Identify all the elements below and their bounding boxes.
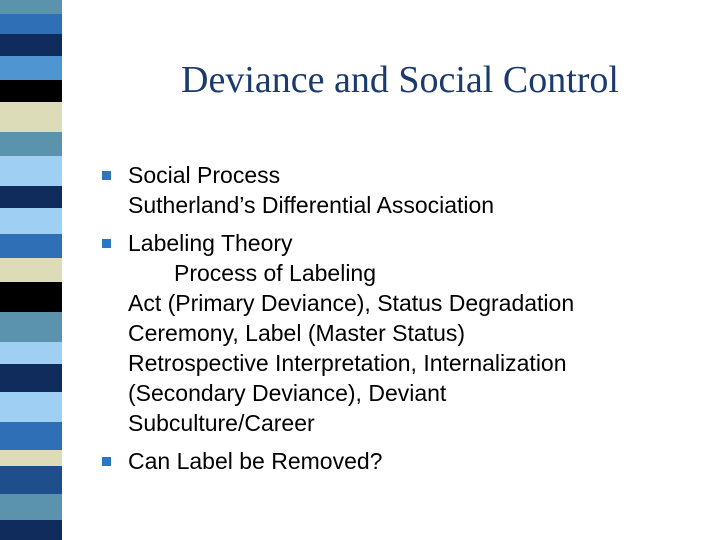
- bullet-text: Labeling Theory: [128, 230, 293, 256]
- bullet-item-social-process: [102, 160, 702, 220]
- square-bullet-icon: [102, 457, 111, 466]
- bullet-list: [102, 160, 702, 476]
- bullet-subtext: Process of Labeling: [174, 260, 377, 286]
- bullet-subtext: Ceremony, Label (Master Status): [128, 320, 466, 346]
- bullet-subtext: Retrospective Interpretation, Internalization: [128, 350, 567, 376]
- square-bullet-icon: [102, 239, 111, 248]
- decorative-stripe: [0, 0, 80, 540]
- bullet-item-labeling-theory: [102, 228, 702, 438]
- bullet-subtext: Sutherland’s Differential Association: [128, 192, 495, 218]
- bullet-text: Can Label be Removed?: [128, 448, 383, 474]
- bullet-subtext: Subculture/Career: [128, 410, 315, 436]
- square-bullet-icon: [102, 171, 111, 180]
- bullet-subtext: Act (Primary Deviance), Status Degradation: [128, 290, 575, 316]
- bullet-subtext: (Secondary Deviance), Deviant: [128, 380, 447, 406]
- bullet-text: Social Process: [128, 162, 281, 188]
- slide-title: Deviance and Social Control: [181, 59, 619, 101]
- bullet-item-label-removal: [102, 446, 702, 476]
